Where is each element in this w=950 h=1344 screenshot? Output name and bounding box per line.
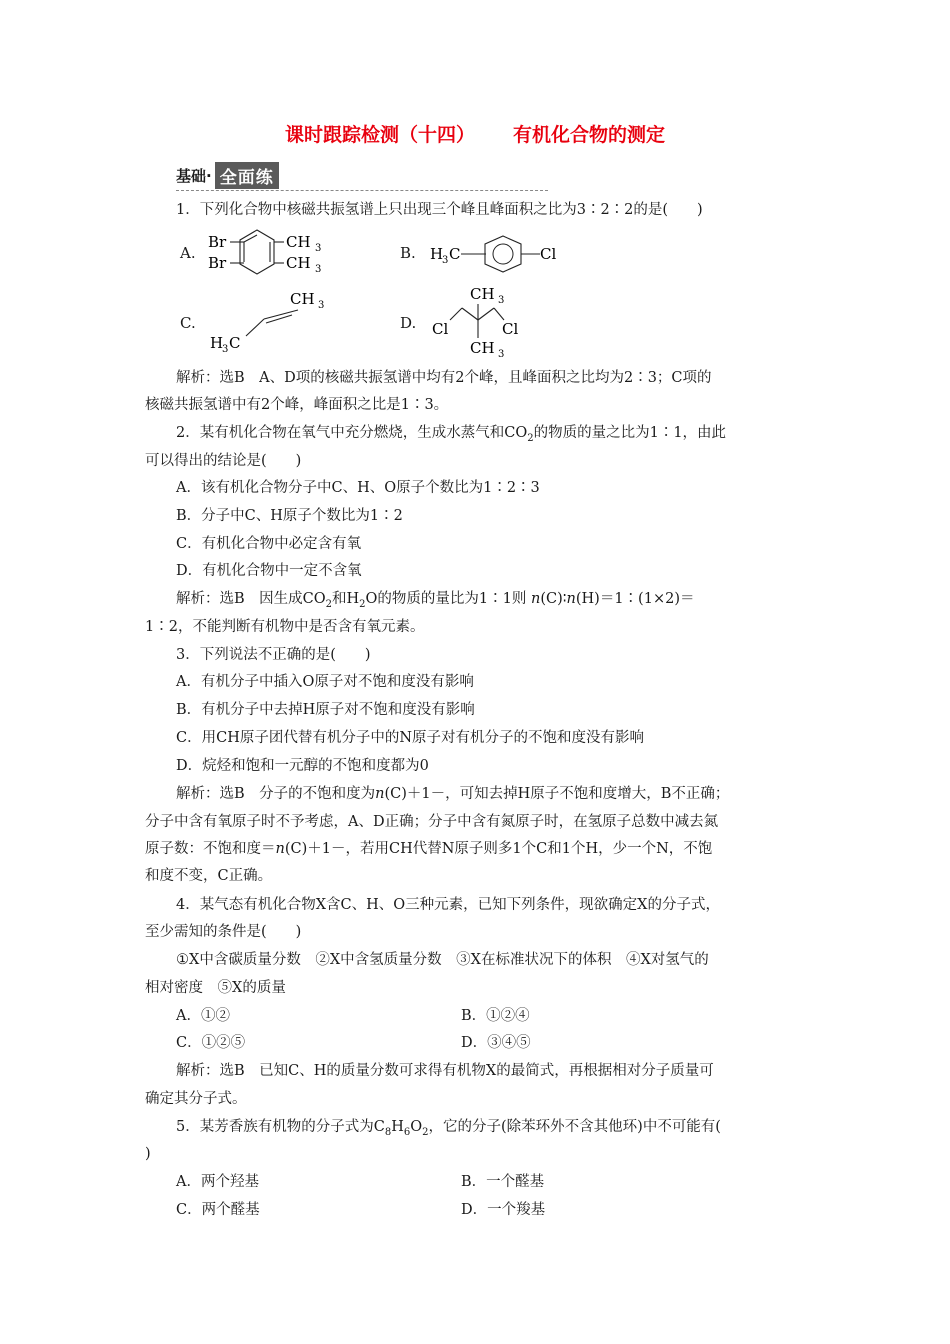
q2-stem-part-1: 2．某有机化合物在氧气中充分燃烧，生成水蒸气和CO [176,425,528,441]
struct-c-sub3-bottom: 3 [222,344,229,355]
q5-option-b: B．一个醛基 [461,1174,545,1190]
q5-stem-line-2: ) [145,1146,151,1162]
q2-stem-line-1 [176,423,726,449]
struct-b-cl: Cl [540,245,557,263]
q3-analysis-line-4: 和度不变，C正确。 [145,868,273,884]
struct-a-sub3-bottom: 3 [315,264,322,275]
struct-b-sub3: 3 [442,255,449,266]
q3-stem: 3．下列说法不正确的是( ) [176,647,371,663]
q1-option-a-label: A. [180,244,196,262]
q1-option-d-label: D. [400,314,417,332]
struct-a-br-bottom: Br [208,254,227,272]
q1-option-b-label: B. [400,244,416,262]
struct-c-h: H [210,334,224,352]
q1-stem: 1．下列化合物中核磁共振氢谱上只出现三个峰且峰面积之比为3∶2∶2的是( ) [176,202,703,218]
q2-stem-line-2: 可以得出的结论是( ) [145,453,302,469]
q2-option-d: D．有机化合物中一定不含氧 [176,563,362,579]
q5-stem-d: ，它的分子(除苯环外不含其他环)中不可能有( [428,1119,721,1135]
struct-a-sub3-top: 3 [315,243,322,254]
q2-stem-part-2: 的物质的量之比为1∶1，由此 [533,425,727,441]
q2-analysis-part-e: (H)＝1∶(1×2)＝ [575,591,695,607]
struct-d-cl-left: Cl [432,320,449,338]
q5-stem-a: 5．某芳香族有机物的分子式为C [176,1119,385,1135]
q3-analysis-1a: 解析：选B 分子的不饱和度为 [176,786,376,802]
q4-stem-line-2: 至少需知的条件是( ) [145,924,302,940]
struct-c-sub3-top: 3 [318,300,325,311]
q4-analysis-line-1: 解析：选B 已知C、H的质量分数可求得有机物X的最简式，再根据相对分子质量可 [176,1063,714,1079]
q4-conditions-line-1: ①X中含碳质量分数 ②X中含氢质量分数 ③X在标准状况下的体积 ④X对氢气的 [176,952,709,968]
q2-analysis-n-2: n [566,591,576,607]
q3-analysis-3n: n [275,841,285,857]
dashed-divider [176,190,548,191]
struct-a-ch3-bottom: CH [286,254,311,272]
q4-option-c: C．①②⑤ [176,1035,246,1051]
q5-stem-sub-2: 6 [403,1126,411,1138]
q3-option-d: D．烷烃和饱和一元醇的不饱和度都为0 [176,758,429,774]
q1-option-c-label: C. [180,314,196,332]
q5-stem-sub-1: 8 [384,1126,392,1138]
q2-analysis-part-c: O的物质的量比为1∶1则 [365,591,527,607]
q2-option-b: B．分子中C、H原子个数比为1∶2 [176,508,403,524]
struct-d-ch-top: CH [470,285,495,303]
q2-option-a: A．该有机化合物分子中C、H、O原子个数比为1∶2∶3 [176,480,540,496]
q3-analysis-3a: 原子数：不饱和度＝ [145,841,276,857]
page-title [0,120,950,147]
q5-stem-sub-3: 2 [422,1126,429,1138]
struct-d-ch-bottom: CH [470,339,495,357]
struct-c-c: C [229,334,241,352]
badge-label: 全面练 [215,162,279,189]
q4-option-a: A．①② [176,1008,230,1024]
q2-analysis-sub-2: 2 [359,598,366,610]
q2-option-c: C．有机化合物中必定含有氧 [176,536,362,552]
q4-conditions-line-2: 相对密度 ⑤X的质量 [145,980,286,996]
q2-analysis-sub-1: 2 [325,598,333,610]
q3-option-c: C．用CH原子团代替有机分子中的N原子对有机分子的不饱和度没有影响 [176,730,645,746]
q4-stem-line-1: 4．某气态有机化合物X含C、H、O三种元素，已知下列条件，现欲确定X的分子式， [176,897,720,913]
struct-d-cl-right: Cl [502,320,519,338]
q1-structure-d [428,282,538,358]
q3-analysis-3b: (C)＋1－，若用CH代替N原子则多1个C和1个H，少一个N，不饱 [284,841,713,857]
q2-analysis-line-2: 1∶2，不能判断有机物中是否含有氧元素。 [145,619,425,635]
section-badge [176,160,279,190]
q2-analysis-part-b: 和H [332,591,360,607]
q3-analysis-line-1 [176,784,729,804]
q5-option-c: C．两个醛基 [176,1202,260,1218]
q5-stem-b: H [391,1119,404,1135]
q5-stem-line-1 [176,1117,721,1143]
struct-d-sub3-bottom: 3 [498,349,505,358]
q5-stem-c: O [410,1119,423,1135]
title-part-1: 课时跟踪检测（十四） [284,124,475,146]
q1-structure-c [206,284,336,356]
q2-analysis-part-a: 解析：选B 因生成CO [176,591,326,607]
struct-c-ch: CH [290,290,315,308]
title-part-2: 有机化合物的测定 [513,124,666,146]
q3-analysis-1b: (C)＋1－，可知去掉H原子不饱和度增大，B不正确； [384,786,730,802]
q5-option-d: D．一个羧基 [461,1202,546,1218]
q4-option-b: B．①②④ [461,1008,530,1024]
q1-analysis-line-1: 解析：选B A、D项的核磁共振氢谱中均有2个峰，且峰面积之比均为2∶3；C项的 [176,370,712,386]
struct-b-h: H [430,245,444,263]
q3-option-b: B．有机分子中去掉H原子对不饱和度没有影响 [176,702,475,718]
q4-option-d: D．③④⑤ [461,1035,531,1051]
q1-structure-a [204,228,344,278]
q2-analysis-part-d: (C)∶ [540,591,567,607]
struct-b-c: C [449,245,461,263]
struct-a-br-top: Br [208,233,227,251]
struct-a-ch3-top: CH [286,233,311,251]
q3-option-a: A．有机分子中插入O原子对不饱和度没有影响 [176,674,474,690]
q3-analysis-line-3 [145,839,712,859]
q3-analysis-1n: n [375,786,385,802]
q5-option-a: A．两个羟基 [176,1174,259,1190]
q1-structure-b [428,230,568,276]
q4-analysis-line-2: 确定其分子式。 [145,1091,247,1107]
q1-analysis-line-2: 核磁共振氢谱中有2个峰，峰面积之比是1∶3。 [145,397,449,413]
q2-analysis-line-1 [176,589,694,615]
q3-analysis-line-2: 分子中含有氧原子时不予考虑，A、D正确；分子中含有氮原子时，在氢原子总数中减去氮 [145,814,719,830]
q2-stem-sub: 2 [527,432,534,444]
badge-basic: 基础· [176,166,212,185]
struct-d-sub3-top: 3 [498,295,505,306]
q2-analysis-n-1: n [531,591,541,607]
